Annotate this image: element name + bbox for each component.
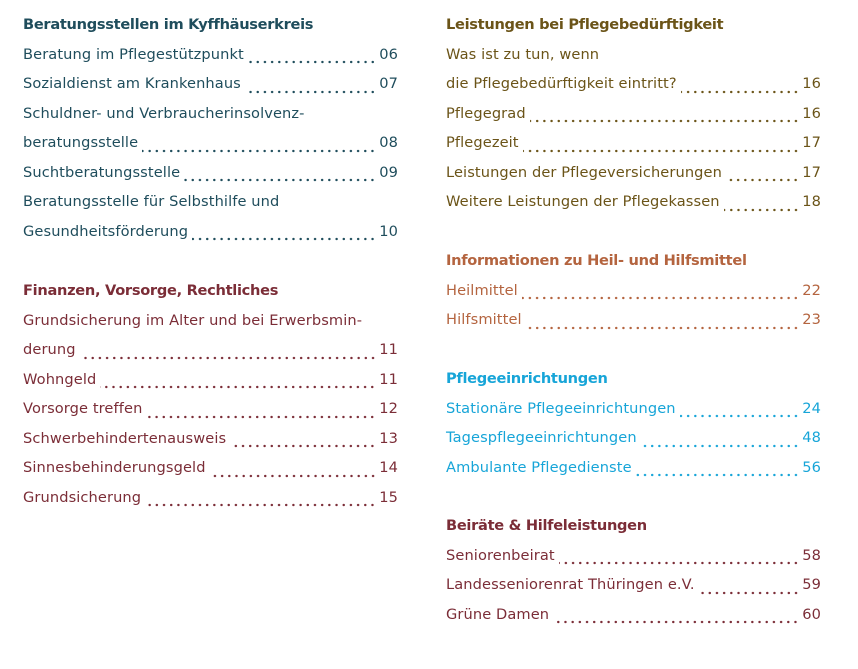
page-number: 56 bbox=[802, 458, 821, 476]
toc-entry-label: Hilfsmittel bbox=[446, 311, 522, 328]
toc-entry-label: Gesundheitsförderung bbox=[23, 222, 189, 240]
dot-leader bbox=[553, 614, 799, 624]
page-number: 11 bbox=[379, 370, 398, 388]
dot-leader bbox=[559, 555, 799, 565]
page-number: 59 bbox=[802, 576, 821, 593]
dot-leader bbox=[248, 54, 376, 64]
toc-entry[interactable] bbox=[446, 158, 821, 188]
toc-entry[interactable] bbox=[446, 423, 821, 453]
toc-entry[interactable] bbox=[446, 187, 821, 217]
toc-entry[interactable] bbox=[23, 394, 398, 424]
dot-leader bbox=[184, 172, 376, 182]
toc-entry[interactable] bbox=[23, 483, 398, 513]
toc-entry-label: beratungsstelle bbox=[23, 134, 139, 151]
page-number: 09 bbox=[379, 163, 398, 181]
dot-leader bbox=[210, 468, 377, 478]
dot-leader bbox=[641, 438, 800, 448]
toc-entry-label: Seniorenbeirat bbox=[446, 546, 555, 564]
toc-entry[interactable] bbox=[23, 158, 398, 188]
page-number: 14 bbox=[379, 459, 398, 476]
toc-entry-label: Heilmittel bbox=[446, 281, 518, 299]
toc-entry-label: Weitere Leistungen der Pflegekassen bbox=[446, 193, 720, 210]
toc-section-pflegeeinrichtungen bbox=[446, 364, 821, 482]
toc-section-finanzen-vorsorge-rechtliches bbox=[23, 276, 398, 512]
section-heading: Informationen zu Heil- und Hilfsmittel bbox=[446, 252, 747, 269]
toc-entry[interactable] bbox=[446, 305, 821, 335]
page-number: 12 bbox=[379, 400, 398, 417]
page-number: 17 bbox=[802, 163, 821, 181]
toc-entry-label: Grundsicherung im Alter und bei Erwerbsmin- bbox=[23, 311, 363, 329]
section-heading: Beiräte & Hilfeleistungen bbox=[446, 517, 647, 534]
toc-section-beratungsstellen-im-kyffha-userkreis bbox=[23, 10, 398, 246]
page-number: 18 bbox=[802, 193, 821, 210]
dot-leader bbox=[100, 379, 376, 389]
toc-entry[interactable] bbox=[23, 306, 398, 365]
toc-entry-label: Ambulante Pflegedienste bbox=[446, 458, 632, 476]
toc-entry-label: Leistungen der Pflegeversicherungen bbox=[446, 163, 722, 181]
toc-entry-label: Beratungsstelle für Selbsthilfe und bbox=[23, 193, 280, 210]
toc-section-leistungen-bei-pflegebedu-rftigkeit bbox=[446, 10, 821, 217]
page-number: 16 bbox=[802, 75, 821, 92]
toc-entry-label: Vorsorge treffen bbox=[23, 400, 143, 417]
toc-entry[interactable] bbox=[23, 424, 398, 454]
dot-leader bbox=[681, 84, 800, 94]
toc-entry-label: Schwerbehindertenausweis bbox=[23, 429, 227, 447]
toc-entry-label: Pflegezeit bbox=[446, 134, 519, 151]
toc-section-beira-te-hilfeleistungen bbox=[446, 511, 821, 629]
page-number: 06 bbox=[379, 45, 398, 63]
toc-entry-label: Was ist zu tun, wenn bbox=[446, 45, 600, 63]
toc-entry[interactable] bbox=[23, 187, 398, 246]
dot-leader bbox=[522, 290, 799, 300]
dot-leader bbox=[680, 408, 800, 418]
dot-leader bbox=[523, 143, 800, 153]
toc-entry-label: Grundsicherung bbox=[23, 488, 142, 506]
dot-leader bbox=[192, 231, 376, 241]
section-heading: Leistungen bei Pflegebedürftigkeit bbox=[446, 16, 724, 33]
page-number: 08 bbox=[379, 134, 398, 151]
toc-entry[interactable] bbox=[446, 128, 821, 158]
toc-entry[interactable] bbox=[23, 40, 398, 70]
toc-entry-label: die Pflegebedürftigkeit eintritt? bbox=[446, 75, 677, 92]
dot-leader bbox=[526, 320, 800, 330]
toc-entry[interactable] bbox=[446, 99, 821, 129]
section-heading: Finanzen, Vorsorge, Rechtliches bbox=[23, 282, 279, 299]
toc-entry-label: Tagespflegeeinrichtungen bbox=[446, 429, 637, 446]
toc-entry-label: Pflegegrad bbox=[446, 104, 526, 122]
section-heading: Pflegeeinrichtungen bbox=[446, 370, 608, 387]
dot-leader bbox=[724, 202, 800, 212]
toc-entry-label: Grüne Damen bbox=[446, 605, 550, 623]
page-number: 60 bbox=[802, 605, 821, 623]
section-heading: Beratungsstellen im Kyffhäuserkreis bbox=[23, 16, 314, 33]
toc-section-informationen-zu-heil-und-hilfsmittel bbox=[446, 246, 821, 335]
dot-leader bbox=[80, 350, 377, 360]
dot-leader bbox=[636, 467, 800, 477]
page-number: 22 bbox=[802, 281, 821, 299]
toc-entry[interactable] bbox=[446, 541, 821, 571]
page-number: 24 bbox=[802, 399, 821, 417]
toc-entry-label: Schuldner- und Verbraucherinsolvenz- bbox=[23, 104, 305, 122]
dot-leader bbox=[699, 585, 800, 595]
toc-entry-label: Suchtberatungsstelle bbox=[23, 163, 181, 181]
page-number: 07 bbox=[379, 75, 398, 92]
page-number: 48 bbox=[802, 429, 821, 446]
dot-leader bbox=[726, 172, 799, 182]
toc-entry-label: derung bbox=[23, 341, 76, 358]
toc-entry-label: Sinnesbehinderungsgeld bbox=[23, 459, 206, 476]
toc-entry-label: Beratung im Pflegestützpunkt bbox=[23, 45, 244, 63]
page-number: 58 bbox=[802, 546, 821, 564]
toc-entry-label: Landesseniorenrat Thüringen e.V. bbox=[446, 576, 695, 593]
toc-entry[interactable] bbox=[446, 600, 821, 630]
toc-entry-label: Sozialdienst am Krankenhaus bbox=[23, 75, 241, 92]
dot-leader bbox=[230, 438, 376, 448]
toc-entry[interactable] bbox=[446, 276, 821, 306]
page-number: 11 bbox=[379, 341, 398, 358]
dot-leader bbox=[530, 113, 800, 123]
toc-entry[interactable] bbox=[23, 365, 398, 395]
toc-entry-label: Wohngeld bbox=[23, 370, 97, 388]
dot-leader bbox=[142, 143, 376, 153]
dot-leader bbox=[146, 409, 376, 419]
page-number: 15 bbox=[379, 488, 398, 506]
page-number: 16 bbox=[802, 104, 821, 122]
toc-entry[interactable] bbox=[23, 69, 398, 99]
dot-leader bbox=[145, 497, 376, 507]
page-number: 17 bbox=[802, 134, 821, 151]
page-number: 23 bbox=[802, 311, 821, 328]
toc-entry[interactable] bbox=[446, 40, 821, 99]
toc-entry[interactable] bbox=[23, 99, 398, 158]
toc-entry[interactable] bbox=[446, 453, 821, 483]
toc-entry[interactable] bbox=[446, 394, 821, 424]
toc-entry-label: Stationäre Pflegeeinrichtungen bbox=[446, 399, 676, 417]
page-number: 13 bbox=[379, 429, 398, 447]
page-number: 10 bbox=[379, 222, 398, 240]
toc-entry[interactable] bbox=[23, 453, 398, 483]
dot-leader bbox=[245, 84, 376, 94]
toc-entry[interactable] bbox=[446, 570, 821, 600]
